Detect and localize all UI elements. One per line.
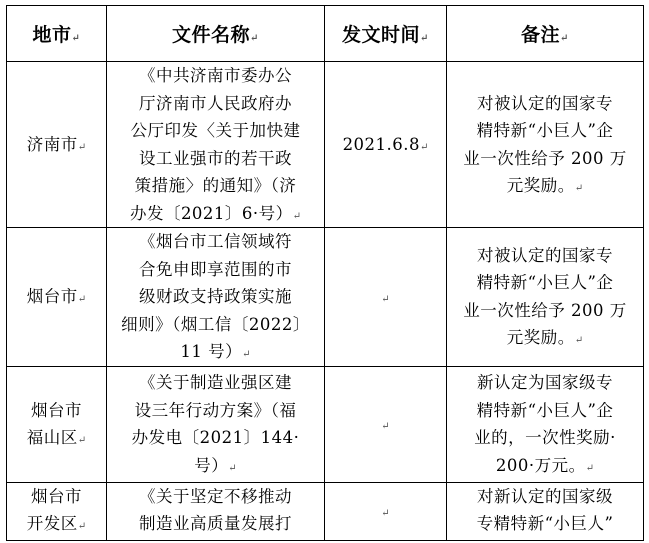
- table-row: [7, 228, 644, 367]
- paragraph-mark: ↵: [250, 33, 259, 44]
- table-row: [7, 366, 644, 482]
- cell-date: ↵: [325, 228, 447, 367]
- cell-city: 烟台市 开发区↵: [7, 482, 107, 540]
- table-row: [7, 62, 644, 228]
- cell-date: 2021.6.8↵: [325, 62, 447, 228]
- cell-city: 烟台市↵: [7, 228, 107, 367]
- table-row: [7, 482, 644, 540]
- cell-doc-name: 《关于制造业强区建 设三年行动方案》（福 办发电〔2021〕144· 号）↵: [107, 366, 325, 482]
- header-note: 备注↵: [447, 6, 644, 62]
- cell-doc-name: 《关于坚定不移推动 制造业高质量发展打: [107, 482, 325, 540]
- header-date: 发文时间↵: [325, 6, 447, 62]
- cell-date: ↵: [325, 366, 447, 482]
- paragraph-mark: ↵: [71, 33, 81, 44]
- paragraph-mark: ↵: [420, 33, 429, 44]
- cell-city: 济南市↵: [7, 62, 107, 228]
- cell-doc-name: 《中共济南市委办公 厅济南市人民政府办 公厅印发〈关于加快建 设工业强市的若干政 策措施〉的通知》（济 办发〔2021〕6·号）↵: [107, 62, 325, 228]
- cell-date: ↵: [325, 482, 447, 540]
- cell-city: 烟台市 福山区↵: [7, 366, 107, 482]
- table-header-row: [7, 6, 644, 62]
- policy-table: [6, 5, 644, 541]
- header-city: 地市↵: [7, 6, 107, 62]
- cell-note: 对被认定的国家专 精特新“小巨人”企 业一次性给予 200 万 元奖励。↵: [447, 228, 644, 367]
- paragraph-mark: ↵: [560, 33, 569, 44]
- cell-doc-name: 《烟台市工信领域符 合免申即享范围的市 级财政支持政策实施 细则》（烟工信〔2022〕 11 号）↵: [107, 228, 325, 367]
- header-doc-name: 文件名称↵: [107, 6, 325, 62]
- cell-note: 对被认定的国家专 精特新“小巨人”企 业一次性给予 200 万 元奖励。↵: [447, 62, 644, 228]
- cell-note: 对新认定的国家级 专精特新“小巨人”: [447, 482, 644, 540]
- cell-note: 新认定为国家级专 精特新“小巨人”企 业的，一次性奖励· 200·万元。↵: [447, 366, 644, 482]
